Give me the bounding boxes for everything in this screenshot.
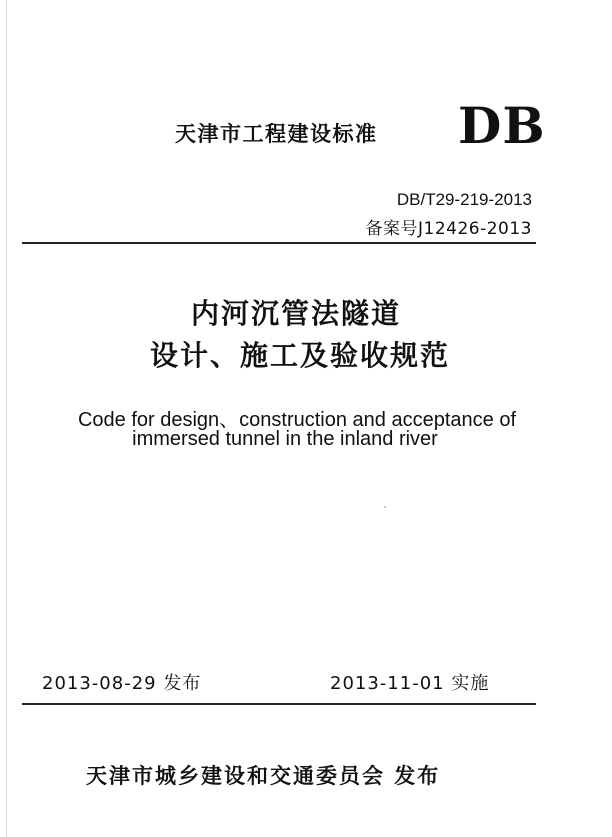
filing-number: 备案号J12426-2013 bbox=[365, 219, 532, 239]
top-divider bbox=[22, 242, 536, 244]
title-english-line-1: Code for design、construction and acceptance of bbox=[77, 409, 517, 431]
bottom-divider bbox=[22, 703, 536, 705]
standard-category: 天津市工程建设标准 bbox=[175, 122, 378, 146]
publisher: 天津市城乡建设和交通委员会 发布 bbox=[86, 764, 441, 788]
implementation-date: 2013-11-01 实施 bbox=[330, 673, 490, 694]
title-chinese-line-2: 设计、施工及验收规范 bbox=[149, 339, 450, 372]
title-chinese-line-1: 内河沉管法隧道 bbox=[190, 297, 401, 330]
issue-date: 2013-08-29 发布 bbox=[42, 673, 202, 694]
standard-number: DB/T29-219-2013 bbox=[396, 190, 532, 209]
page-edge bbox=[6, 0, 7, 837]
db-mark: DB bbox=[458, 96, 546, 155]
title-english-line-2: immersed tunnel in the inland river bbox=[132, 428, 438, 450]
scan-speck bbox=[384, 506, 386, 508]
